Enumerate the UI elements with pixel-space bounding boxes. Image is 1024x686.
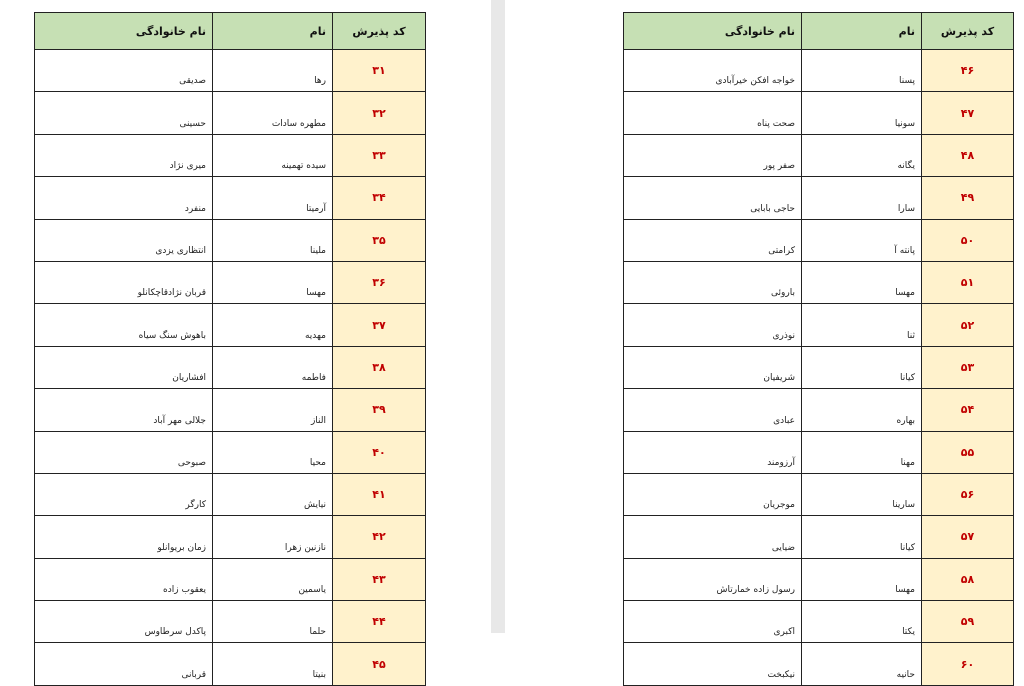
name-cell: فاطمه bbox=[213, 346, 333, 388]
table-row bbox=[35, 177, 426, 219]
family-cell: نیکبخت bbox=[624, 643, 802, 685]
name-cell: سونیا bbox=[802, 92, 922, 134]
name-cell: یکتا bbox=[802, 601, 922, 643]
family-cell: خواجه افکن خیرآبادی bbox=[624, 50, 802, 92]
table-row bbox=[624, 389, 1014, 431]
code-cell: ۴۶ bbox=[922, 50, 1014, 92]
family-cell: حاجی بابایی bbox=[624, 177, 802, 219]
table-row bbox=[624, 219, 1014, 261]
family-cell: زمان بریوانلو bbox=[35, 516, 213, 558]
code-cell: ۵۴ bbox=[922, 389, 1014, 431]
family-cell: یعقوب زاده bbox=[35, 558, 213, 600]
name-cell: یاسمین bbox=[213, 558, 333, 600]
family-cell: انتظاری یزدی bbox=[35, 219, 213, 261]
table-row bbox=[624, 601, 1014, 643]
table-row bbox=[35, 261, 426, 303]
table-row bbox=[624, 92, 1014, 134]
table-row bbox=[35, 431, 426, 473]
family-cell: باروئی bbox=[624, 261, 802, 303]
name-header: نام bbox=[802, 13, 922, 50]
family-cell: صدیقی bbox=[35, 50, 213, 92]
table-row bbox=[624, 431, 1014, 473]
table-row bbox=[624, 261, 1014, 303]
name-cell: مطهره سادات bbox=[213, 92, 333, 134]
name-cell: مهنا bbox=[802, 431, 922, 473]
name-cell: مهسا bbox=[802, 261, 922, 303]
code-header: کد پذیرش bbox=[922, 13, 1014, 50]
table-row bbox=[35, 601, 426, 643]
name-cell: سارا bbox=[802, 177, 922, 219]
header-row bbox=[35, 13, 426, 50]
name-cell: ثنا bbox=[802, 304, 922, 346]
table-row bbox=[624, 346, 1014, 388]
table-row bbox=[624, 473, 1014, 515]
name-cell: رها bbox=[213, 50, 333, 92]
table-row bbox=[624, 558, 1014, 600]
family-cell: حسینی bbox=[35, 92, 213, 134]
code-cell: ۵۶ bbox=[922, 473, 1014, 515]
family-cell: نوذری bbox=[624, 304, 802, 346]
code-cell: ۴۲ bbox=[333, 516, 426, 558]
table-row bbox=[35, 346, 426, 388]
table-row bbox=[624, 177, 1014, 219]
table-row bbox=[35, 516, 426, 558]
family-cell: جلالی مهر آباد bbox=[35, 389, 213, 431]
name-cell: مهدیه bbox=[213, 304, 333, 346]
code-header: کد پذیرش bbox=[333, 13, 426, 50]
name-cell: سارینا bbox=[802, 473, 922, 515]
table-row bbox=[35, 643, 426, 685]
code-cell: ۳۱ bbox=[333, 50, 426, 92]
code-cell: ۴۴ bbox=[333, 601, 426, 643]
code-cell: ۵۱ bbox=[922, 261, 1014, 303]
family-cell: ضیایی bbox=[624, 516, 802, 558]
family-cell: منفرد bbox=[35, 177, 213, 219]
code-cell: ۴۷ bbox=[922, 92, 1014, 134]
family-cell: باهوش سنگ سیاه bbox=[35, 304, 213, 346]
family-header: نام خانوادگی bbox=[35, 13, 213, 50]
code-cell: ۳۹ bbox=[333, 389, 426, 431]
table-row bbox=[35, 219, 426, 261]
table-row bbox=[35, 92, 426, 134]
family-cell: اکبری bbox=[624, 601, 802, 643]
table-row bbox=[35, 389, 426, 431]
name-cell: پانته آ bbox=[802, 219, 922, 261]
name-cell: بهاره bbox=[802, 389, 922, 431]
table-row bbox=[624, 304, 1014, 346]
family-cell: صفر پور bbox=[624, 134, 802, 176]
name-cell: کیانا bbox=[802, 346, 922, 388]
name-cell: حلما bbox=[213, 601, 333, 643]
table-row bbox=[35, 304, 426, 346]
family-cell: رسول زاده خمارتاش bbox=[624, 558, 802, 600]
table-row bbox=[35, 558, 426, 600]
table-row bbox=[624, 643, 1014, 685]
family-cell: قربانی bbox=[35, 643, 213, 685]
family-cell: آرزومند bbox=[624, 431, 802, 473]
name-cell: سیده تهمینه bbox=[213, 134, 333, 176]
code-cell: ۴۱ bbox=[333, 473, 426, 515]
table-row bbox=[35, 50, 426, 92]
code-cell: ۵۹ bbox=[922, 601, 1014, 643]
name-header: نام bbox=[213, 13, 333, 50]
family-cell: موجریان bbox=[624, 473, 802, 515]
family-cell: پاکدل سرطاوس bbox=[35, 601, 213, 643]
student-table-right bbox=[623, 12, 1014, 686]
code-cell: ۳۶ bbox=[333, 261, 426, 303]
code-cell: ۶۰ bbox=[922, 643, 1014, 685]
name-cell: الناز bbox=[213, 389, 333, 431]
table-row bbox=[624, 516, 1014, 558]
family-cell: کارگر bbox=[35, 473, 213, 515]
code-cell: ۵۳ bbox=[922, 346, 1014, 388]
name-cell: محیا bbox=[213, 431, 333, 473]
family-cell: صبوحی bbox=[35, 431, 213, 473]
family-header: نام خانوادگی bbox=[624, 13, 802, 50]
code-cell: ۴۸ bbox=[922, 134, 1014, 176]
name-cell: ملینا bbox=[213, 219, 333, 261]
code-cell: ۳۷ bbox=[333, 304, 426, 346]
name-cell: نازنین زهرا bbox=[213, 516, 333, 558]
code-cell: ۵۵ bbox=[922, 431, 1014, 473]
name-cell: آرمیتا bbox=[213, 177, 333, 219]
student-table-left bbox=[34, 12, 426, 686]
code-cell: ۵۲ bbox=[922, 304, 1014, 346]
table-row bbox=[35, 134, 426, 176]
family-cell: افشاریان bbox=[35, 346, 213, 388]
code-cell: ۴۳ bbox=[333, 558, 426, 600]
name-cell: کیانا bbox=[802, 516, 922, 558]
family-cell: میری نژاد bbox=[35, 134, 213, 176]
table-row bbox=[35, 473, 426, 515]
code-cell: ۳۸ bbox=[333, 346, 426, 388]
family-cell: عبادی bbox=[624, 389, 802, 431]
code-cell: ۳۲ bbox=[333, 92, 426, 134]
family-cell: کرامتی bbox=[624, 219, 802, 261]
header-row bbox=[624, 13, 1014, 50]
name-cell: بنیتا bbox=[213, 643, 333, 685]
code-cell: ۵۰ bbox=[922, 219, 1014, 261]
family-cell: شریفیان bbox=[624, 346, 802, 388]
code-cell: ۳۴ bbox=[333, 177, 426, 219]
name-cell: حانیه bbox=[802, 643, 922, 685]
page-separator bbox=[491, 0, 505, 633]
code-cell: ۴۹ bbox=[922, 177, 1014, 219]
name-cell: یگانه bbox=[802, 134, 922, 176]
name-cell: مهسا bbox=[802, 558, 922, 600]
name-cell: نیایش bbox=[213, 473, 333, 515]
code-cell: ۴۰ bbox=[333, 431, 426, 473]
code-cell: ۳۵ bbox=[333, 219, 426, 261]
code-cell: ۴۵ bbox=[333, 643, 426, 685]
family-cell: صحت پناه bbox=[624, 92, 802, 134]
code-cell: ۳۳ bbox=[333, 134, 426, 176]
name-cell: پسنا bbox=[802, 50, 922, 92]
family-cell: قربان نژادقاچکانلو bbox=[35, 261, 213, 303]
code-cell: ۵۸ bbox=[922, 558, 1014, 600]
code-cell: ۵۷ bbox=[922, 516, 1014, 558]
table-row bbox=[624, 134, 1014, 176]
table-row bbox=[624, 50, 1014, 92]
name-cell: مهسا bbox=[213, 261, 333, 303]
